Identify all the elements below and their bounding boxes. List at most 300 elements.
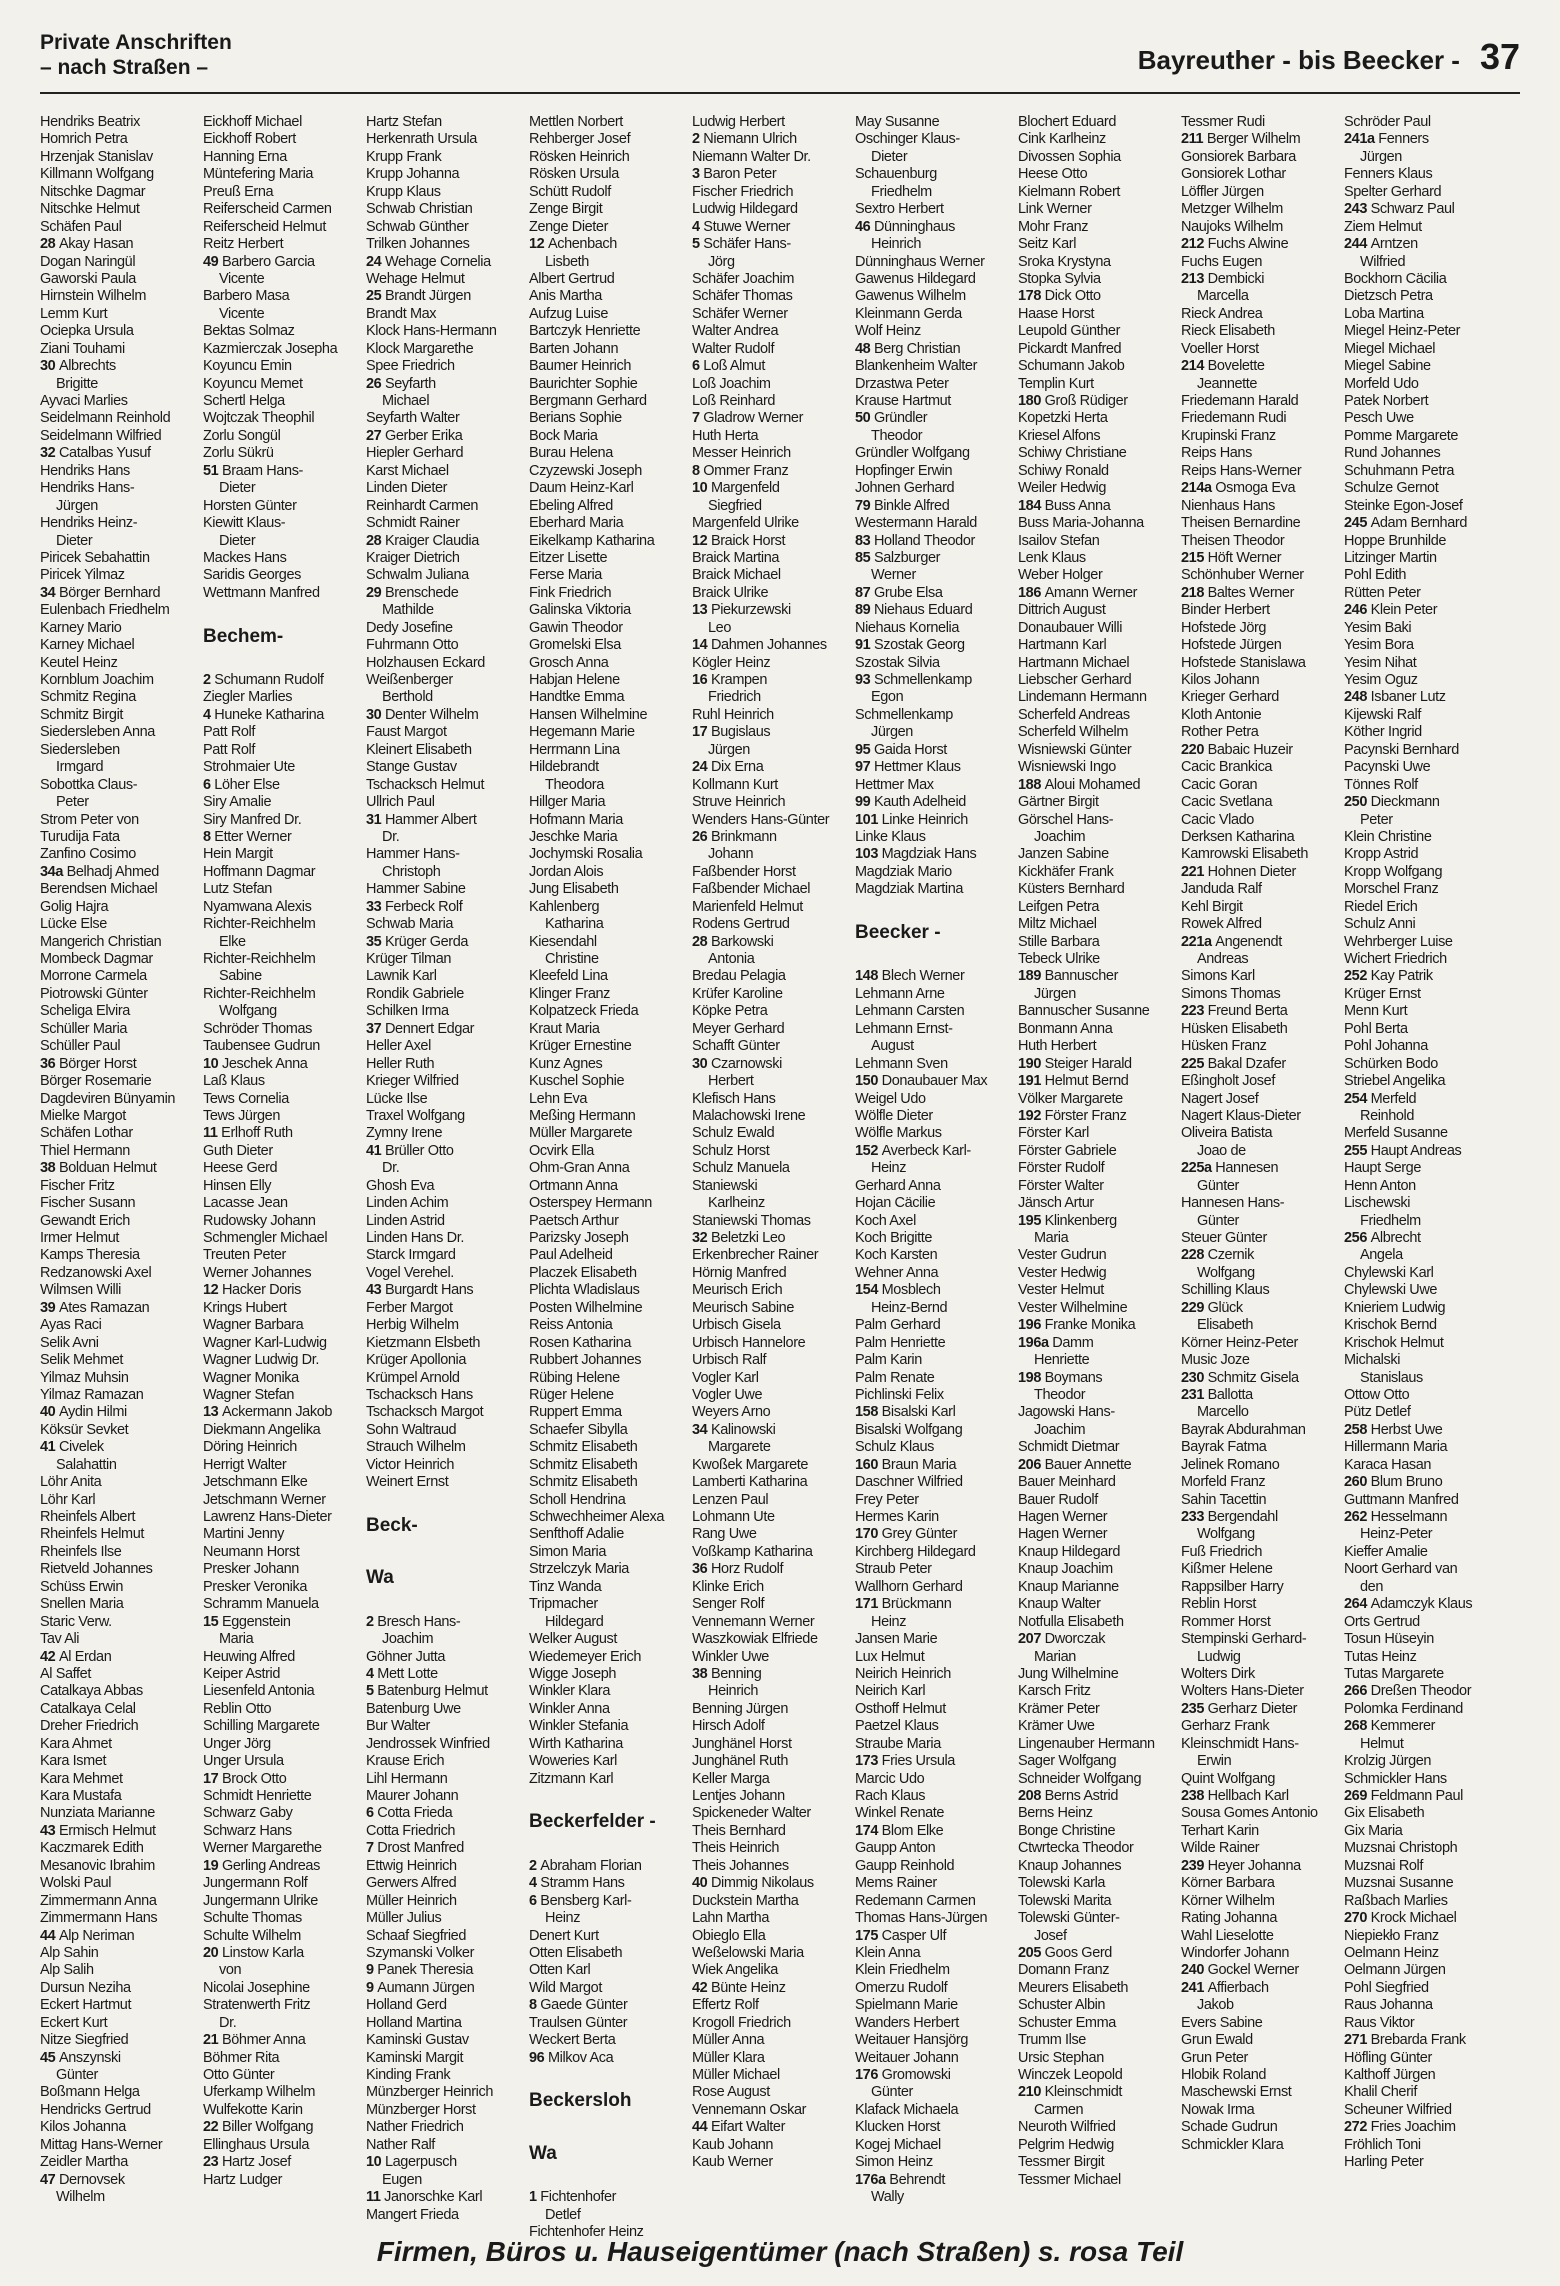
resident-entry: Schertl Helga (203, 393, 285, 409)
resident-entry: Terhart Karin (1181, 1822, 1259, 1839)
resident-name: Helmut Bernd (1044, 1073, 1129, 1090)
resident-entry: Pesch Uwe (1344, 410, 1414, 427)
resident-entry: Knaup Joachim (1018, 1561, 1113, 1578)
resident-entry: Krüger Tilman (366, 951, 452, 967)
resident-entry: Michalski (1344, 1352, 1401, 1369)
resident-entry: Körner Heinz-Peter (1181, 1334, 1298, 1351)
entry-with-house-number (1181, 1370, 1337, 1387)
resident-entry: Blochert Eduard (1018, 114, 1116, 130)
entry-continuation: Hildegard (545, 1613, 604, 1630)
resident-entry: Ayvaci Marlies (40, 393, 128, 409)
entry-with-house-number (1018, 585, 1174, 602)
entry-continuation: Herbert (708, 1073, 754, 1090)
entry-with-house-number (855, 341, 1011, 358)
resident-entry: Tschacksch Hans (366, 1386, 473, 1403)
resident-entry: Krause Hartmut (855, 393, 951, 409)
resident-entry: Bayrak Fatma (1181, 1439, 1267, 1456)
resident-entry: Theis Heinrich (692, 1840, 780, 1857)
entry-with-house-number (1018, 1370, 1174, 1387)
resident-entry: Alp Sahin (40, 1944, 99, 1961)
resident-entry: Lenk Klaus (1018, 549, 1086, 566)
resident-name: Dick Otto (1044, 288, 1101, 305)
resident-entry: Sroka Krystyna (1018, 253, 1111, 270)
resident-entry: Lentjes Johann (692, 1788, 785, 1804)
resident-entry: Piotrowski Günter (40, 985, 148, 1002)
resident-entry: Karst Michael (366, 462, 449, 479)
resident-entry: Denert Kurt (529, 1927, 599, 1944)
entry-continuation: Detlef (545, 2206, 581, 2223)
resident-entry: Paul Adelheid (529, 1247, 613, 1264)
resident-entry: Rietveld Johannes (40, 1561, 153, 1578)
house-number: 196a (1018, 1334, 1053, 1351)
resident-entry: Buss Maria-Johanna (1018, 515, 1144, 532)
entry-with-house-number (1344, 1683, 1500, 1700)
resident-entry: Wagner Barbara (203, 1317, 304, 1334)
resident-name: Kraiger Claudia (384, 532, 479, 549)
resident-entry: Hartz Stefan (366, 114, 442, 130)
house-number: 6 (692, 358, 704, 375)
house-number: 246 (1344, 602, 1371, 619)
resident-name: Piekurzewski (710, 602, 791, 619)
entry-with-house-number (366, 1980, 522, 1997)
resident-entry: Walter Andrea (692, 323, 779, 340)
resident-entry: Kietzmann Elsbeth (366, 1334, 481, 1351)
resident-entry: Friedemann Rudi (1181, 410, 1287, 427)
resident-entry: Jochymski Rosalia (529, 846, 643, 863)
resident-entry: Weigel Udo (855, 1090, 926, 1107)
resident-entry: Seitz Karl (1018, 236, 1077, 253)
resident-entry: Grun Peter (1181, 2049, 1248, 2066)
resident-entry: Krupinski Franz (1181, 427, 1276, 444)
resident-name: Casper Ulf (881, 1927, 947, 1944)
entry-with-house-number (692, 1230, 848, 1247)
resident-entry: Müller Margarete (529, 1125, 633, 1142)
resident-name: Herbst Uwe (1370, 1421, 1443, 1438)
resident-entry: Schwab Christian (366, 201, 473, 218)
resident-entry: Zenge Dieter (529, 218, 609, 235)
resident-entry: Gawenus Hildegard (855, 270, 976, 287)
resident-entry: Neirich Karl (855, 1683, 926, 1700)
resident-entry: Riedel Erich (1344, 898, 1418, 915)
entry-with-house-number (366, 1683, 522, 1700)
resident-entry: Wölfle Dieter (855, 1107, 933, 1124)
house-number: 9 (366, 1979, 378, 1996)
resident-entry: Schäfer Thomas (692, 288, 793, 305)
resident-name: Eggenstein (221, 1613, 291, 1630)
house-number: 176 (855, 2067, 882, 2084)
resident-entry: Treuten Peter (203, 1247, 286, 1264)
resident-name: Al Erdan (58, 1648, 112, 1665)
entry-continuation: Siegfried (708, 497, 762, 514)
resident-entry: Nagert Josef (1181, 1090, 1259, 1107)
resident-entry: Linke Klaus (855, 828, 926, 845)
resident-entry: Zitzmann Karl (529, 1770, 614, 1787)
resident-entry: Rieck Andrea (1181, 305, 1263, 322)
entry-continuation: Heinrich (708, 1683, 758, 1700)
house-number: 214a (1181, 480, 1216, 497)
resident-entry: Eckert Hartmut (40, 1997, 132, 2014)
resident-entry: Mackes Hans (203, 549, 287, 566)
resident-entry: Czyzewski Joseph (529, 462, 642, 479)
entry-with-house-number (855, 1073, 1011, 1090)
resident-entry: Hojan Cäcilie (855, 1195, 936, 1212)
house-number: 17 (203, 1770, 222, 1787)
entry-with-house-number (855, 1753, 1011, 1770)
resident-name: Börger Horst (58, 1055, 137, 1072)
resident-entry: Seidelmann Wilfried (40, 427, 162, 444)
house-number: 83 (855, 532, 874, 549)
resident-entry: Hofstede Stanislawa (1181, 654, 1306, 671)
resident-entry: Tönnes Rolf (1344, 776, 1418, 793)
resident-entry: Nitze Siegfried (40, 2032, 129, 2049)
entry-with-house-number (366, 1805, 522, 1822)
resident-entry: Raus Viktor (1344, 2014, 1415, 2031)
resident-entry: Krischok Helmut (1344, 1334, 1444, 1351)
resident-entry: Krümpel Arnold (366, 1369, 460, 1386)
resident-entry: Patt Rolf (203, 741, 256, 758)
entry-continuation: Heinz-Peter (1360, 1526, 1433, 1543)
house-number: 220 (1181, 741, 1208, 758)
resident-entry: Victor Heinrich (366, 1456, 455, 1473)
entry-continuation: Irmgard (56, 759, 104, 776)
resident-entry: Koyuncu Memet (203, 375, 303, 392)
resident-name: Schumann Rudolf (214, 672, 324, 689)
house-number: 212 (1181, 236, 1208, 253)
resident-entry: Krupp Johanna (366, 166, 460, 183)
house-number: 36 (40, 1055, 59, 1072)
resident-name: Panek Theresia (377, 1962, 473, 1979)
resident-entry: Leifgen Petra (1018, 898, 1100, 915)
resident-entry: Jendrossek Winfried (366, 1735, 490, 1752)
resident-entry: Hansen Wilhelmine (529, 706, 648, 723)
resident-name: Bergendahl (1207, 1509, 1278, 1525)
house-number: 24 (366, 253, 385, 270)
resident-entry: Loß Joachim (692, 375, 771, 392)
resident-name: Donaubauer Max (881, 1073, 988, 1090)
spacer (366, 1596, 522, 1613)
entry-with-house-number (692, 1056, 848, 1073)
resident-entry: Batenburg Uwe (366, 1700, 461, 1717)
house-number: 269 (1344, 1788, 1371, 1804)
resident-name: Förster Franz (1044, 1107, 1127, 1124)
resident-name: Dernovsek (58, 2171, 125, 2188)
entry-continuation: Werner (871, 567, 916, 584)
resident-entry: Scherfeld Andreas (1018, 706, 1130, 723)
resident-entry: Spee Friedrich (366, 358, 455, 375)
resident-entry: Schönhuber Werner (1181, 567, 1304, 584)
resident-entry: Rütten Peter (1344, 584, 1421, 601)
resident-entry: Krupp Klaus (366, 183, 441, 200)
house-number: 96 (529, 2049, 548, 2066)
house-number: 7 (366, 1840, 378, 1857)
resident-entry: Lihl Hermann (366, 1770, 448, 1787)
resident-entry: Tews Cornelia (203, 1090, 289, 1107)
directory-column (692, 114, 848, 2220)
resident-entry: Voeller Horst (1181, 340, 1259, 357)
resident-name: Margenfeld (710, 480, 780, 497)
resident-entry: Schuster Emma (1018, 2014, 1116, 2031)
entry-with-house-number (366, 585, 522, 602)
resident-entry: Janzen Sabine (1018, 846, 1109, 863)
resident-entry: Tav Ali (40, 1631, 80, 1648)
resident-entry: Nather Friedrich (366, 2119, 464, 2136)
resident-entry: Hartz Ludger (203, 2171, 283, 2188)
resident-entry: Staric Verw. (40, 1613, 112, 1630)
resident-entry: Weißenberger (366, 672, 453, 688)
resident-entry: Wagner Karl-Ludwig (203, 1334, 327, 1351)
resident-entry: Nagert Klaus-Dieter (1181, 1107, 1301, 1124)
resident-entry: Ursic Stephan (1018, 2049, 1104, 2066)
street-heading: Beck- (366, 1515, 418, 1536)
resident-entry: Ctwrtecka Theodor (1018, 1840, 1134, 1857)
resident-entry: Spickeneder Walter (692, 1805, 811, 1822)
entry-with-house-number (1344, 201, 1500, 218)
resident-entry: Müller Anna (692, 2032, 765, 2049)
resident-name: Glück (1207, 1299, 1243, 1316)
resident-entry: Schürken Bodo (1344, 1055, 1438, 1072)
resident-entry: Hammer Hans- (366, 846, 460, 863)
resident-entry: Linden Astrid (366, 1212, 445, 1229)
resident-name: Adamczyk Klaus (1370, 1596, 1473, 1613)
resident-entry: Krieger Gerhard (1181, 689, 1279, 706)
house-number: 215 (1181, 549, 1208, 566)
resident-entry: Wagner Monika (203, 1369, 299, 1386)
house-number: 42 (40, 1648, 59, 1665)
entry-with-house-number (40, 1928, 196, 1945)
resident-entry: Reinhardt Carmen (366, 497, 479, 514)
entry-with-house-number (203, 672, 359, 689)
entry-with-house-number (1018, 1073, 1174, 1090)
resident-entry: Klein Anna (855, 1944, 921, 1961)
entry-with-house-number (366, 1282, 522, 1299)
resident-name: Brandt Jürgen (384, 288, 471, 305)
entry-continuation: Günter (56, 2067, 98, 2083)
resident-entry: Meyer Gerhard (692, 1020, 785, 1037)
resident-entry: Gix Maria (1344, 1822, 1403, 1839)
resident-entry: Zimmermann Anna (40, 1892, 157, 1909)
house-number: 241 (1181, 1979, 1208, 1996)
resident-entry: Piricek Yilmaz (40, 567, 125, 584)
resident-name: Dworczak (1044, 1631, 1106, 1648)
resident-entry: Wirth Katharina (529, 1735, 623, 1752)
entry-with-house-number (1344, 1230, 1500, 1247)
resident-entry: Grosch Anna (529, 654, 609, 671)
resident-entry: Theisen Theodor (1181, 532, 1285, 549)
resident-entry: Lemm Kurt (40, 305, 108, 322)
entry-continuation: den (1360, 1578, 1383, 1595)
resident-entry: Klein Christine (1344, 828, 1432, 845)
resident-entry: Traulsen Günter (529, 2014, 628, 2031)
resident-entry: Schäfen Paul (40, 218, 122, 235)
entry-with-house-number (203, 1056, 359, 1073)
resident-entry: Schaefer Sibylla (529, 1421, 628, 1438)
resident-name: Beletzki Leo (710, 1230, 786, 1246)
house-number: 2 (366, 1613, 378, 1630)
resident-entry: Unger Ursula (203, 1753, 284, 1770)
resident-entry: Eckert Kurt (40, 2014, 108, 2031)
resident-entry: Fuß Friedrich (1181, 1543, 1263, 1560)
resident-entry: Kilos Johanna (40, 2119, 126, 2136)
resident-entry: Templin Kurt (1018, 375, 1094, 392)
entry-with-house-number (1018, 1788, 1174, 1805)
resident-entry: Reiferscheid Helmut (203, 218, 326, 235)
resident-entry: Cink Karlheinz (1018, 131, 1106, 148)
resident-entry: Bannuscher Susanne (1018, 1003, 1150, 1020)
section-title-line2: – nach Straßen – (40, 56, 209, 79)
resident-name: Salzburger (873, 549, 941, 566)
entry-with-house-number (1344, 1143, 1500, 1160)
resident-name: Goos Gerd (1044, 1944, 1112, 1961)
entry-with-house-number (692, 131, 848, 148)
entry-with-house-number (529, 2050, 685, 2067)
resident-entry: Winczek Leopold (1018, 2067, 1123, 2083)
resident-entry: Heese Gerd (203, 1160, 278, 1177)
entry-continuation: Günter (1197, 1212, 1239, 1229)
resident-entry: Hanning Erna (203, 148, 287, 165)
resident-entry: Redemann Carmen (855, 1892, 976, 1909)
resident-entry: Höfling Günter (1344, 2049, 1432, 2066)
resident-name: Krüger Gerda (384, 933, 469, 950)
house-number: 2 (529, 1857, 541, 1874)
entry-with-house-number (692, 463, 848, 480)
resident-entry: Raßbach Marlies (1344, 1892, 1448, 1909)
resident-name: Hammer Albert (384, 811, 477, 828)
house-number: 41 (366, 1142, 385, 1159)
resident-entry: Rehberger Josef (529, 131, 631, 148)
house-number: 158 (855, 1404, 882, 1421)
entry-with-house-number (1181, 358, 1337, 375)
entry-with-house-number (692, 166, 848, 183)
resident-entry: Schilling Klaus (1181, 1282, 1270, 1299)
resident-entry: Weber Holger (1018, 567, 1103, 584)
resident-name: Aumann Jürgen (377, 1979, 475, 1996)
resident-entry: Mangerich Christian (40, 933, 162, 950)
entry-with-house-number (1344, 1091, 1500, 1108)
resident-entry: Pacynski Bernhard (1344, 741, 1459, 758)
resident-entry: Kaub Werner (692, 2154, 773, 2171)
resident-name: Brüller Otto (384, 1142, 454, 1159)
resident-entry: Ferse Maria (529, 567, 602, 584)
resident-name: Schmitz Gisela (1207, 1369, 1299, 1386)
house-number: 191 (1018, 1073, 1045, 1090)
resident-entry: Handtke Emma (529, 689, 625, 706)
resident-name: Gaede Günter (540, 1997, 628, 2014)
resident-name: Holland Theodor (873, 532, 975, 549)
entry-continuation: Wilhelm (56, 2189, 105, 2206)
resident-entry: Preuß Erna (203, 183, 274, 200)
house-number: 4 (203, 706, 215, 723)
house-number: 32 (692, 1230, 711, 1246)
house-number: 231 (1181, 1386, 1208, 1403)
resident-entry: Theis Bernhard (692, 1822, 786, 1839)
resident-entry: Ellinghaus Ursula (203, 2136, 310, 2153)
house-number: 85 (855, 549, 874, 566)
street-heading: Beecker - (855, 922, 941, 944)
resident-name: Osmoga Eva (1215, 480, 1296, 497)
entry-with-house-number (692, 724, 848, 741)
resident-entry: Domann Franz (1018, 1962, 1110, 1979)
entry-with-house-number (855, 1596, 1011, 1613)
house-number: 4 (529, 1875, 541, 1892)
resident-entry: Boßmann Helga (40, 2084, 140, 2101)
entry-continuation: Christine (545, 951, 599, 967)
resident-entry: Wagner Ludwig Dr. (203, 1352, 319, 1369)
resident-entry: Zimmermann Hans (40, 1910, 158, 1927)
resident-entry: Morfeld Udo (1344, 375, 1419, 392)
entry-continuation: Angela (1360, 1247, 1403, 1264)
resident-entry: Stille Barbara (1018, 933, 1100, 950)
resident-entry: Wisniewski Ingo (1018, 759, 1116, 776)
resident-name: Barbero Garcia (221, 253, 315, 270)
resident-entry: Pohl Berta (1344, 1020, 1408, 1037)
resident-entry: Winkler Uwe (692, 1648, 769, 1665)
resident-entry: Jelinek Romano (1181, 1456, 1280, 1473)
resident-entry: Kögler Heinz (692, 654, 771, 671)
house-number: 30 (40, 358, 59, 375)
house-number: 225 (1181, 1055, 1208, 1072)
resident-entry: Krause Erich (366, 1753, 445, 1770)
resident-entry: Hofmann Maria (529, 811, 623, 828)
resident-name: Isbaner Lutz (1370, 689, 1446, 706)
house-number: 40 (40, 1404, 59, 1421)
resident-entry: Zorlu Sükrü (203, 445, 274, 462)
entry-continuation: Wolfgang (1197, 1526, 1255, 1543)
entry-with-house-number (855, 1404, 1011, 1421)
resident-entry: Vester Gudrun (1018, 1247, 1107, 1264)
entry-continuation: Stanislaus (1360, 1369, 1423, 1386)
resident-entry: Wojtczak Theophil (203, 410, 315, 427)
resident-entry: Lehmann Arne (855, 985, 945, 1002)
resident-name: Boymans (1044, 1369, 1103, 1386)
resident-entry: Niehaus Kornelia (855, 619, 960, 636)
resident-entry: Waszkowiak Elfriede (692, 1631, 818, 1648)
house-number: 176a (855, 2171, 890, 2188)
page-number: 37 (1479, 36, 1520, 77)
resident-name: Schwarz Paul (1370, 201, 1455, 218)
entry-with-house-number (855, 585, 1011, 602)
resident-entry: Bergmann Gerhard (529, 393, 647, 409)
house-number: 178 (1018, 288, 1045, 305)
resident-entry: Kunz Agnes (529, 1055, 603, 1072)
resident-name: Ballotta (1207, 1386, 1253, 1403)
house-number: 21 (203, 2032, 222, 2049)
resident-name: Dünninghaus (873, 218, 956, 235)
resident-entry: Pohl Edith (1344, 567, 1407, 584)
resident-entry: Schmitz Elisabeth (529, 1456, 638, 1473)
resident-name: Cotta Frieda (377, 1805, 453, 1822)
house-number: 250 (1344, 794, 1371, 811)
resident-entry: Welker August (529, 1631, 618, 1648)
resident-entry: Kaminski Gustav (366, 2032, 469, 2049)
resident-entry: Simon Heinz (855, 2154, 933, 2171)
resident-entry: Piricek Sebahattin (40, 549, 150, 566)
resident-entry: Rheinfels Ilse (40, 1543, 122, 1560)
resident-entry: Holland Gerd (366, 1997, 447, 2014)
entry-continuation: Jürgen (1034, 985, 1076, 1002)
directory-column (366, 114, 522, 2223)
resident-entry: Schmitz Regina (40, 689, 136, 706)
resident-entry: Kiewitt Klaus- (203, 515, 286, 532)
resident-entry: Schmitz Birgit (40, 706, 124, 723)
resident-entry: Pelgrim Hedwig (1018, 2136, 1114, 2153)
resident-entry: Alp Salih (40, 1962, 94, 1979)
directory-column (1018, 114, 1174, 2220)
resident-entry: Yilmaz Muhsin (40, 1369, 129, 1386)
resident-entry: Cacic Goran (1181, 776, 1258, 793)
resident-entry: Starck Irmgard (366, 1247, 456, 1264)
resident-entry: Heese Otto (1018, 166, 1088, 183)
resident-entry: Rondik Gabriele (366, 985, 464, 1002)
